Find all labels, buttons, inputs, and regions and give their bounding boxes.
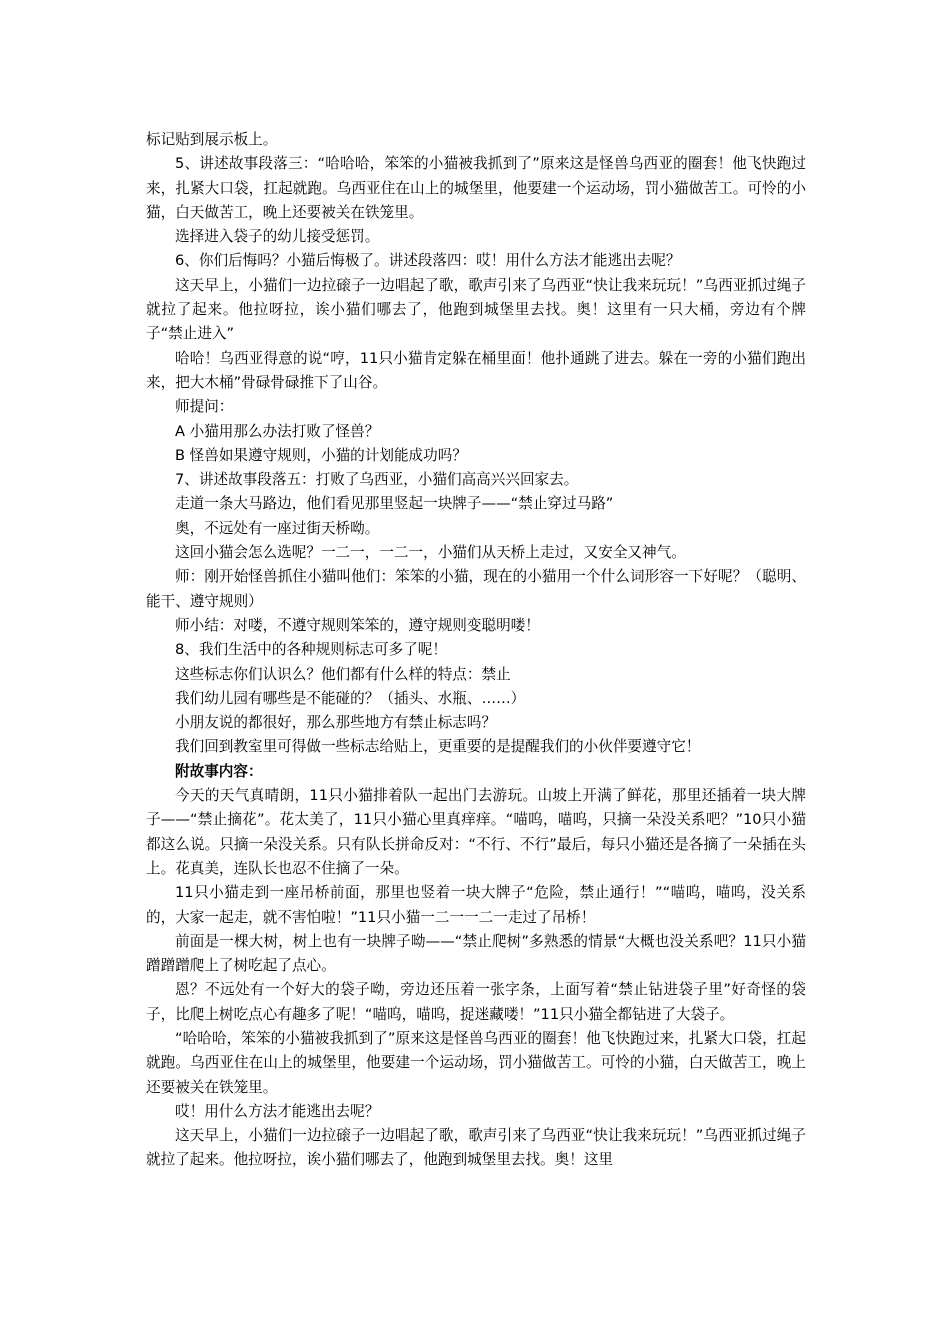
paragraph: 这天早上，小猫们一边拉磙子一边唱起了歌，歌声引来了乌西亚“快让我来玩玩！”乌西亚抓过绳子就拉了起来。他拉呀拉，诶小猫们哪去了，他跑到城堡里去找。奥！这里有一只大桶，旁边有个牌子“禁止进入” [146, 276, 806, 343]
paragraph: 我们回到教室里可得做一些标志给贴上，更重要的是提醒我们的小伙伴要遵守它！ [175, 738, 701, 756]
paragraph: 小朋友说的都很好，那么那些地方有禁止标志吗？ [175, 714, 497, 732]
paragraph: 8、我们生活中的各种规则标志可多了呢！ [175, 641, 447, 659]
story-paragraph: 前面是一棵大树，树上也有一块牌子呦——“禁止爬树”多熟悉的情景“大概也没关系吧？11只小猫蹭蹭蹭爬上了树吃起了点心。 [146, 932, 806, 975]
document-body [146, 128, 806, 1173]
section-heading: 附故事内容： [175, 762, 263, 780]
question-b: B 怪兽如果遵守规则，小猫的计划能成功吗？ [175, 446, 467, 464]
paragraph: 师提问： [175, 398, 234, 416]
story-paragraph: 今天的天气真晴朗，11只小猫排着队一起出门去游玩。山坡上开满了鲜花，那里还插着一块大牌子——“禁止摘花”。花太美了，11只小猫心里真痒痒。“喵呜，喵呜，只摘一朵没关系吧？”10只小猫都这么说。只摘一朵没关系。只有队长拼命反对：“不行、不行”最后，每只小猫还是各摘了一朵插在头上。花真美，连队长也忍不住摘了一朵。 [146, 787, 806, 877]
story-paragraph: 11只小猫走到一座吊桥前面，那里也竖着一块大牌子“危险，禁止通行！”“喵呜，喵呜，没关系的，大家一起走，就不害怕啦！”11只小猫一二一一二一走过了吊桥！ [146, 884, 806, 926]
paragraph: 走道一条大马路边，他们看见那里竖起一块牌子——“禁止穿过马路” [175, 495, 614, 513]
paragraph: 我们幼儿园有哪些是不能碰的？（插头、水瓶、……） [175, 689, 526, 707]
paragraph: 6、你们后悔吗？小猫后悔极了。讲述段落四：哎！用什么方法才能逃出去呢？ [175, 252, 681, 270]
paragraph: 哈哈！乌西亚得意的说“哼，11只小猫肯定躲在桶里面！他扑通跳了进去。躲在一旁的小猫们跑出来，把大木桶”骨碌骨碌推下了山谷。 [146, 349, 806, 391]
question-a: A 小猫用那么办法打败了怪兽？ [175, 422, 380, 440]
paragraph: 选择进入袋子的幼儿接受惩罚。 [175, 228, 380, 246]
paragraph: 奥，不远处有一座过街天桥呦。 [175, 519, 380, 537]
story-paragraph: 哎！用什么方法才能逃出去呢？ [175, 1102, 380, 1120]
paragraph: 标记贴到展示板上。 [146, 131, 278, 148]
paragraph: 这些标志你们认识么？他们都有什么样的特点：禁止 [175, 665, 511, 683]
paragraph: 师：刚开始怪兽抓住小猫叫他们：笨笨的小猫，现在的小猫用一个什么词形容一下好呢？（聪明、能干、遵守规则） [146, 568, 806, 610]
paragraph: 5、讲述故事段落三：“哈哈哈，笨笨的小猫被我抓到了”原来这是怪兽乌西亚的圈套！他飞快跑过来，扎紧大口袋，扛起就跑。乌西亚住在山上的城堡里，他要建一个运动场，罚小猫做苦工。可怜的小猫，白天做苦工，晚上还要被关在铁笼里。 [146, 155, 806, 221]
story-paragraph: 恩？不远处有一个好大的袋子呦，旁边还压着一张字条，上面写着“禁止钻进袋子里”好奇怪的袋子，比爬上树吃点心有趣多了呢！“喵呜，喵呜，捉迷藏喽！”11只小猫全都钻进了大袋子。 [146, 981, 806, 1023]
story-paragraph: 这天早上，小猫们一边拉磙子一边唱起了歌，歌声引来了乌西亚“快让我来玩玩！”乌西亚抓过绳子就拉了起来。他拉呀拉，诶小猫们哪去了，他跑到城堡里去找。奥！这里 [146, 1127, 806, 1169]
paragraph: 这回小猫会怎么选呢？一二一，一二一，小猫们从天桥上走过，又安全又神气。 [175, 544, 686, 562]
story-paragraph: “哈哈哈，笨笨的小猫被我抓到了”原来这是怪兽乌西亚的圈套！他飞快跑过来，扎紧大口袋，扛起就跑。乌西亚住在山上的城堡里，他要建一个运动场，罚小猫做苦工。可怜的小猫，白天做苦工，晚上还要被关在铁笼里。 [146, 1029, 806, 1096]
paragraph: 7、讲述故事段落五：打败了乌西亚，小猫们高高兴兴回家去。 [175, 471, 579, 489]
paragraph: 师小结：对喽，不遵守规则笨笨的，遵守规则变聪明喽！ [175, 616, 540, 634]
